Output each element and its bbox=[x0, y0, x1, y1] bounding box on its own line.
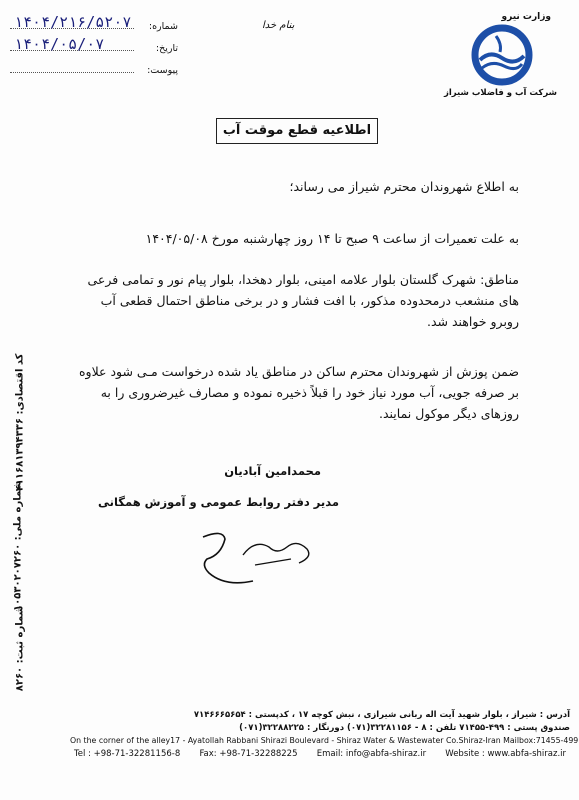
bename-text: بنام خدا bbox=[262, 20, 295, 31]
notice-title: اطلاعیه قطع موقت آب bbox=[216, 118, 378, 144]
ministry-label: وزارت نیرو bbox=[501, 12, 551, 22]
footer-phone-fa: صندوق پستی : ۴۹۹-۷۱۴۵۵ تلفن : ۸ - ۳۲۲۸۱۱۵۶(۰۷۱) دورنگار : ۳۲۲۸۸۲۲۵(۰۷۱) bbox=[239, 723, 570, 733]
letter-meta bbox=[8, 10, 178, 76]
number-row bbox=[8, 10, 178, 32]
date-value: ۱۴۰۴/۰۵/۰۷ bbox=[14, 35, 105, 53]
attachment-row bbox=[8, 54, 178, 76]
footer-website[interactable]: Website : www.abfa-shiraz.ir bbox=[445, 749, 566, 759]
apology-paragraph: ضمن پوزش از شهروندان محترم ساکن در مناطق یاد شده درخواست مـی شود علاوه بر صرفه جویی، آب مورد نیاز خود را قبلاً ذخیره نموده و مصارف غیرضروری را به روزهای دیگر موکول نمایند. bbox=[78, 364, 519, 421]
economic-code: کد اقتصادی: ۴۱۱۶۸۱۳۹۴۳۳۶ bbox=[14, 353, 26, 492]
handwritten-signature-icon bbox=[195, 525, 335, 600]
water-company-logo-icon bbox=[466, 24, 538, 86]
cause-paragraph: به علت تعمیرات از ساعت ۹ صبح تا ۱۴ روز چهارشنبه مورخ ۱۴۰۴/۰۵/۰۸ bbox=[145, 231, 519, 246]
footer-contact-row bbox=[70, 749, 570, 762]
greeting-paragraph: به اطلاع شهروندان محترم شیراز می رساند؛ bbox=[289, 179, 519, 194]
footer-email[interactable]: Email: info@abfa-shiraz.ir bbox=[316, 749, 427, 759]
logo-block bbox=[443, 12, 557, 98]
date-label: تاریخ: bbox=[155, 43, 178, 54]
footer-address-fa: آدرس : شیراز ، بلوار شهید آیت اله ربانی شیرازی ، نبش کوچه ۱۷ ، کدپستی : ۷۱۴۶۶۶۵۶۵۴ bbox=[193, 710, 570, 720]
footer-address-en: On the corner of the alley17 - Ayatollah Rabbani Shirazi Boulevard - Shiraz Water & Wastewater Co.Shiraz-Iran Mailbox:71455-499 bbox=[70, 736, 579, 745]
attachment-label: پیوست: bbox=[147, 65, 178, 76]
number-label: شماره: bbox=[148, 21, 178, 32]
date-row bbox=[8, 32, 178, 54]
footer-fax: Fax: +98-71-32288225 bbox=[199, 749, 298, 759]
number-value: ۱۴۰۴/۲۱۶/۵۲۰۷ bbox=[14, 13, 132, 31]
footer bbox=[70, 710, 579, 762]
signer-name: محمدامین آبادیان bbox=[224, 464, 321, 478]
registration-number: شماره ثبت: ۸۲۶۰ bbox=[14, 605, 26, 692]
company-name: شرکت آب و فاضلاب شیراز bbox=[443, 88, 557, 98]
national-id: شماره ملی: ۱۰۵۳۰۲۰۷۲۶۰ bbox=[12, 480, 24, 611]
attachment-line bbox=[10, 72, 134, 73]
signer-position: مدیر دفتر روابط عمومی و آموزش همگانی bbox=[98, 495, 339, 509]
areas-paragraph: مناطق: شهرک گلستان بلوار علامه امینی، بلوار دهخدا، بلوار پیام نور و تمامی فرعی های منشعب درمحدوده مذکور، با افت فشار و در برخی مناطق احتمال قطعی آب روبرو خواهند شد. bbox=[87, 272, 519, 329]
footer-tel: Tel : +98-71-32281156-8 bbox=[74, 749, 181, 759]
